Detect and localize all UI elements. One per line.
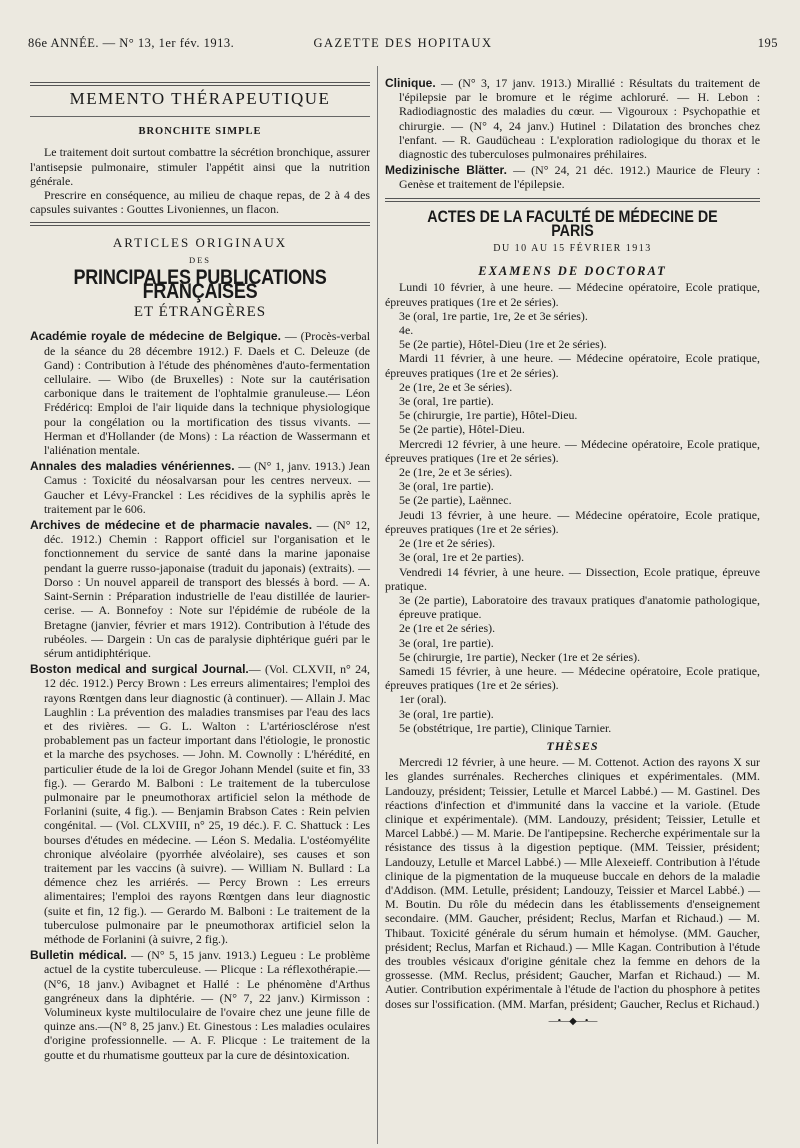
page-number: 195 bbox=[757, 36, 778, 50]
article-entry bbox=[30, 662, 370, 946]
memento-paragraph-2: Prescrire en conséquence, au milieu de chaque repas, de 2 à 4 des capsules suivantes : Gouttes Livoniennes, un flacon. bbox=[30, 188, 370, 217]
exam-sub-line: 2e (1re et 2e séries). bbox=[399, 536, 496, 551]
entry-text: — (N° 1, janv. 1913.) Jean Camus : Toxicité du néosalvarsan pour les centres nerveux. — Gaucher et Lévy-Franckel : Les récidives de la syphilis après le traitement par le 606. bbox=[44, 459, 370, 516]
exam-day-line: Samedi 15 février, à une heure. — Médecine opératoire, Ecole pratique, épreuves pratiques (1re et 2e séries). bbox=[385, 663, 760, 693]
exam-sub-line: 5e (chirurgie, 1re partie), Hôtel-Dieu. bbox=[399, 408, 578, 423]
issue-info: 86e ANNÉE. — N° 13, 1er fév. 1913. bbox=[28, 36, 235, 50]
faculte-title: ACTES DE LA FACULTÉ DE MÉDECINE DE PARIS bbox=[427, 206, 718, 240]
double-rule bbox=[30, 82, 370, 86]
entry-text: — (N° 12, déc. 1912.) Chemin : Rapport officiel sur l'organisation et le fonctionnement du service de santé dans la marine japonaise pendant la guerre russo-japonaise (traduit du japonais) (extraits). — Dorso : Un nouvel appareil de transport des blessés à bord. — A. Saint-Sernin : Préparation industrielle de l'eau distillée de laurier-cerise. — A. Bonnefoy : Note sur l'épidémie de rubéole de la Bretagne (janvier, février et mars 1912). Contribution à l'étude des rubéoles. — Dargein : Un cas de paralysie diphtérique guéri par le sérum antidiphtérique. bbox=[44, 518, 370, 660]
exam-sub-line: 5e (2e partie), Hôtel-Dieu. bbox=[399, 422, 525, 437]
articles-subtitle: ET ÉTRANGÈRES bbox=[133, 304, 267, 321]
double-rule bbox=[385, 198, 760, 202]
articles-main-title: PRINCIPALES PUBLICATIONS FRANÇAISES bbox=[73, 265, 327, 304]
articles-des: DES bbox=[188, 254, 212, 265]
exam-sub-line: 2e (1re, 2e et 3e séries). bbox=[399, 465, 513, 480]
exam-day-line: Lundi 10 février, à une heure. — Médecine opératoire, Ecole pratique, épreuves pratiques (1re et 2e séries). bbox=[385, 280, 760, 309]
exam-heading: EXAMENS DE DOCTORAT bbox=[478, 264, 667, 279]
entry-text: — (N° 3, 17 janv. 1913.) Mirallié : Résultats du traitement de l'épilepsie par le bromure et le régime achloruré. — H. Lebon : Radiodiagnostic des maladies du cœur. — Vigouroux : Psychopathie et chirurgie. — (N° 4, 24 janv.) Hutinel : Dilatation des bronches chez l'enfant. — R. Gaudücheau : L'exploration radiologique du thorax et le diagnostic des tuberculoses pulmonaires préhilaires. bbox=[399, 76, 760, 162]
entry-text: — (N° 5, 15 janv. 1913.) Legueu : Le problème actuel de la cystite tuberculeuse. — Plicque : La réflexothérapie.—(N°6, 18 janv.) Avibagnet et Hallé : Le phénomène d'Arthus gangréneux dans la diphtérie. — (N° 7, 22 janv.) Kirmisson : Volumineux kyste multiloculaire de l'ovaire chez une jeune fille de quinze ans.—(N° 8, 25 janv.) Et. Ginestous : Les maladies oculaires d'origine professionnelle. — A. F. Plicque : Le traitement de la goutte et du rhumatisme goutteux par la cure de désintoxication. bbox=[44, 948, 370, 1062]
article-entry bbox=[30, 459, 370, 516]
exam-sub-line: 1er (oral). bbox=[399, 692, 447, 707]
articles-heading: ARTICLES ORIGINAUX bbox=[112, 235, 288, 251]
exam-sub-line: 5e (obstétrique, 1re partie), Clinique Tarnier. bbox=[399, 720, 612, 735]
page-header bbox=[28, 36, 778, 56]
exam-sub-line: 3e (oral, 1re partie, 1re, 2e et 3e séries). bbox=[399, 308, 588, 323]
column-divider bbox=[377, 66, 378, 1144]
exam-day-line: Mercredi 12 février, à une heure. — Médecine opératoire, Ecole pratique, épreuves pratiques (1re et 2e séries). bbox=[385, 436, 760, 465]
exam-sub-line: 2e (1re, 2e et 3e séries). bbox=[399, 379, 513, 394]
right-column bbox=[385, 76, 760, 1142]
article-entry bbox=[385, 163, 760, 191]
exam-sub-line: 3e (oral, 1re partie). bbox=[399, 479, 494, 494]
article-entry bbox=[30, 518, 370, 660]
exam-day-line: Mardi 11 février, à une heure. — Médecine opératoire, Ecole pratique, épreuves pratiques (1re et 2e séries). bbox=[385, 351, 760, 380]
entry-text: — (N° 24, 21 déc. 1912.) Maurice de Fleury : Genèse et traitement de l'épilepsie. bbox=[399, 163, 760, 192]
exam-day-line: Vendredi 14 février, à une heure. — Dissection, Ecole pratique, épreuve pratique. bbox=[385, 564, 760, 593]
memento-paragraph-1: Le traitement doit surtout combattre la sécrétion bronchique, assurer l'antisepsie pulmonaire, stimuler l'appétit ainsi que la nutrition générale. bbox=[30, 145, 370, 188]
left-column bbox=[30, 76, 370, 1142]
memento-title: MEMENTO THÉRAPEUTIQUE bbox=[69, 89, 331, 108]
exam-sub-line: 3e (oral, 1re partie). bbox=[399, 394, 494, 409]
exam-sub-line: 4e. bbox=[399, 323, 414, 338]
theses-text: Mercredi 12 février, à une heure. — M. Cottenot. Action des rayons X sur les glandes surrénales. Recherches cliniques et expérimentales. (MM. Landouzy, président; Teissier, Letulle et Marcel Labbé.) — M. Gastinel. Des réactions d'infection et d'immunité dans la vaccine et la variole. (Etude clinique et expérimentale). (MM. Landouzy, président; Teissier, Letulle et Marcel Labbé.) — M. Marie. De l'antipepsine. Recherche expérimentale sur la résistance des tissus à la digestion peptique. (MM. Teissier, président; Landouzy, Letulle et Marcel Labbé.) — Mlle Alexeieff. Contribution à l'étude clinique de la pigmentation de la muqueuse buccale en dehors de la maladie d'Addison. (MM. Letulle, président; Landouzy, Teissier et Marcel Labbé.) — M. Boutin. Du rôle du médecin dans les établissements d'enseignement secondaire. (MM. Gaucher, président; Reclus, Marfan et Richaud.) — M. Thibaut. Toxicité générale du sérum humain et hémolyse. (MM. Gaucher, président; Reclus, Marfan et Richaud.) — Mlle Kagan. Contribution à l'étude des troubles vésicaux d'origine génitale chez la femme en dehors de la grossesse. (MM. Reclus, président; Gaucher, Marfan et Richaud.) — M. Autier. Contribution expérimentale à l'étude de l'action du phosphore à petites doses sur l'ossification. (MM. Marfan, président; Gaucher, Reclus et Richaud.) bbox=[385, 755, 760, 1011]
entry-title: Annales des maladies vénériennes. bbox=[30, 459, 235, 474]
exam-sub-line: 3e (2e partie), Laboratoire des travaux pratiques d'anatomie pathologique, épreuve pratique. bbox=[399, 592, 760, 622]
double-rule bbox=[30, 222, 370, 226]
journal-title: GAZETTE DES HOPITAUX bbox=[313, 36, 493, 50]
exam-sub-line: 5e (2e partie), Laënnec. bbox=[399, 493, 512, 508]
entry-text: — (Vol. CLXVII, n° 24, 12 déc. 1912.) Percy Brown : Les erreurs alimentaires; l'emploi des rayons Rœntgen dans leur diagnostic (à continuer). — Allain J. Mac Laughlin : La prévention des maladies transmises par l'eau des lacs et des rivières. — G. L. Walton : L'artériosclérose n'est probablement pas un facteur important dans l'étiologie, le pronostic et la marche des psychoses. — John. M. Cownolly : L'hérédité, en particulier étude de la loi de Gregor Johann Mendel (suite et fin, 33 fig.). — Gerardo M. Balboni : Le traitement de la tuberculose pulmonaire par le pneumothorax artificiel selon la méthode de Forlanini (suite, 4 fig.). — Benjamin Brabson Cates : Rein pelvien congénital. — (Vol. CLXVIII, n° 25, 19 déc.). F. C. Shattuck : Les bourses d'études en médecine. — Léon S. Medalia. L'ostéomyélite chronique alvéolaire (pyorrhée alvéolaire), ses causes et son traitement par les vaccins (à suivre). — William N. Bullard : La démence chez les arriérés. — Percy Brown : Les erreurs alimentaires; l'emploi des rayons Rœntgen dans leur diagnostic (suite et fin, 12 fig.). — Gerardo M. Balboni : Le traitement de la tuberculose pulmonaire par le pneumothorax artificiel selon la méthode de Forlanini (à suivre, 2 fig.). bbox=[44, 662, 370, 946]
exam-day-line: Jeudi 13 février, à une heure. — Médecine opératoire, Ecole pratique, épreuves pratiques (1re et 2e séries). bbox=[385, 507, 760, 536]
article-entry bbox=[385, 76, 760, 161]
article-entry bbox=[30, 329, 370, 457]
entry-text: — (Procès-verbal de la séance du 28 décembre 1912.) F. Daels et C. Deleuze (de Gand) : Contribution à l'étude des phénomènes d'auto-fermentation cellulaire. — Wibo (de Bruxelles) : Note sur la cautérisation carbonique dans le traitement de l'ophtalmie granuleuse.— Léon Frédéricq: Emploi de l'air liquide dans la technique physiologique pour la congélation ou la mortification des tissus vivants. — Herman et d'Hollander (de Mons) : La réaction de Wassermann et l'aliénation mentale. bbox=[44, 329, 370, 458]
entry-title: Bulletin médical. bbox=[30, 948, 127, 963]
entry-title: Boston medical and surgical Journal. bbox=[30, 662, 249, 677]
exam-sub-line: 3e (oral, 1re et 2e parties). bbox=[399, 550, 525, 565]
exam-sub-line: 3e (oral, 1re partie). bbox=[399, 706, 494, 721]
theses-heading: THÈSES bbox=[546, 738, 599, 753]
exam-sub-line: 2e (1re et 2e séries). bbox=[399, 621, 496, 636]
entry-title: Clinique. bbox=[385, 76, 436, 90]
article-entry bbox=[30, 948, 370, 1062]
exam-sub-line: 5e (2e partie), Hôtel-Dieu (1re et 2e séries). bbox=[399, 337, 607, 352]
ornament-rule: —•—◆—•— bbox=[548, 1015, 597, 1027]
memento-subtitle: BRONCHITE SIMPLE bbox=[138, 126, 262, 138]
entry-title: Archives de médecine et de pharmacie navales. bbox=[30, 518, 313, 533]
faculte-dates: DU 10 AU 15 FÉVRIER 1913 bbox=[493, 243, 652, 255]
entry-title: Académie royale de médecine de Belgique. bbox=[30, 329, 281, 344]
exam-sub-line: 3e (oral, 1re partie). bbox=[399, 635, 494, 650]
rule bbox=[30, 116, 370, 117]
entry-title: Medizinische Blätter. bbox=[385, 163, 507, 178]
exam-sub-line: 5e (chirurgie, 1re partie), Necker (1re et 2e séries). bbox=[399, 649, 641, 664]
